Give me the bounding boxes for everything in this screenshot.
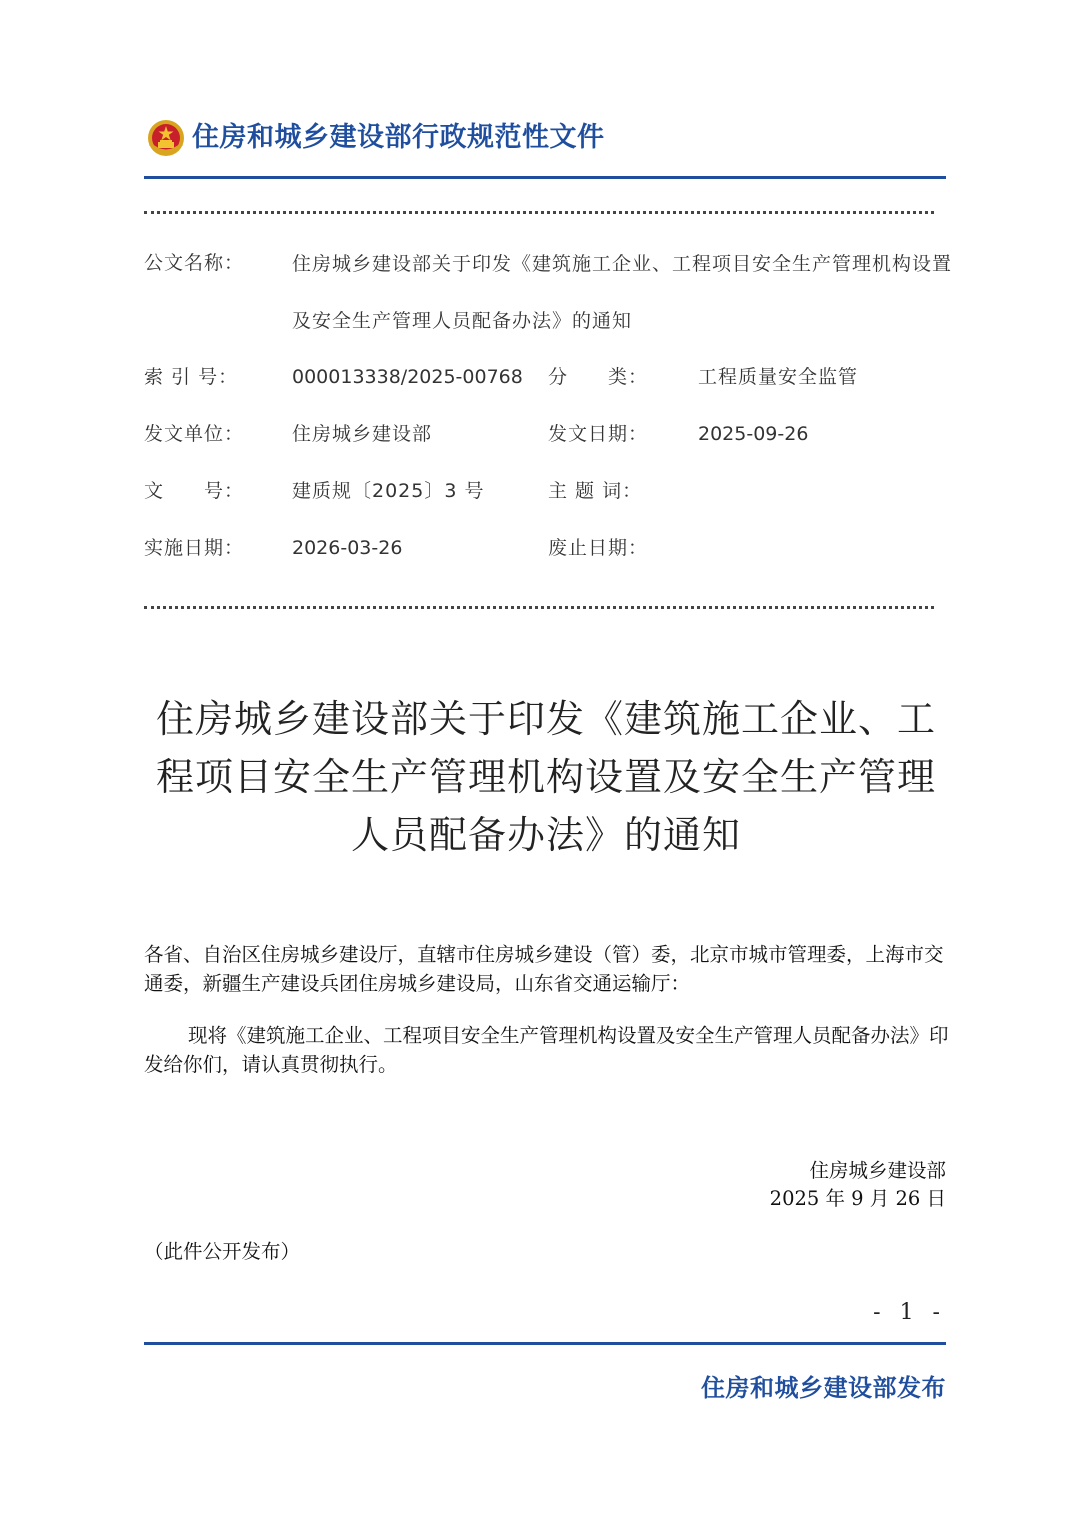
metadata-top-divider [144, 211, 934, 214]
footer-divider [144, 1342, 946, 1345]
issuer-value: 住房城乡建设部 [292, 423, 433, 445]
addressee: 各省、自治区住房城乡建设厅，直辖市住房城乡建设（管）委，北京市城市管理委，上海市交通委，新疆生产建设兵团住房城乡建设局，山东省交通运输厅： [144, 943, 944, 995]
metadata-bottom-divider [144, 606, 934, 609]
signature-org: 住房城乡建设部 [809, 1159, 946, 1182]
header-divider [144, 176, 946, 179]
effective-date-label: 实施日期： [144, 537, 245, 559]
public-release-note: （此件公开发布） [144, 1240, 301, 1263]
page-number: - 1 - [873, 1300, 946, 1325]
signature-date: 2025 年 9 月 26 日 [769, 1187, 946, 1210]
doc-no-value: 建质规〔2025〕3 号 [292, 480, 485, 502]
category-label: 分 类： [548, 366, 649, 388]
footer-publisher: 住房和城乡建设部发布 [701, 1374, 946, 1402]
issuer-label: 发文单位： [144, 423, 245, 445]
doc-name-value: 住房城乡建设部关于印发《建筑施工企业、工程项目安全生产管理机构设置及安全生产管理人员配备办法》的通知 [292, 253, 953, 332]
doc-name-label: 公文名称： [144, 252, 245, 274]
category-value: 工程质量安全监管 [698, 366, 859, 388]
document-title: 住房城乡建设部关于印发《建筑施工企业、工程项目安全生产管理机构设置及安全生产管理人员配备办法》的通知 [155, 697, 936, 857]
body-paragraph: 现将《建筑施工企业、工程项目安全生产管理机构设置及安全生产管理人员配备办法》印发给你们，请认真贯彻执行。 [144, 1024, 949, 1076]
effective-date-value: 2026-03-26 [292, 537, 403, 559]
national-emblem-icon [146, 118, 186, 158]
subject-label: 主 题 词： [548, 480, 643, 502]
index-value: 000013338/2025-00768 [292, 366, 523, 388]
index-label: 索 引 号： [144, 366, 239, 388]
issue-date-label: 发文日期： [548, 423, 649, 445]
issue-date-value: 2025-09-26 [698, 423, 809, 445]
doc-no-label: 文 号： [144, 480, 245, 502]
header-title: 住房和城乡建设部行政规范性文件 [192, 122, 605, 153]
repeal-date-label: 废止日期： [548, 537, 649, 559]
